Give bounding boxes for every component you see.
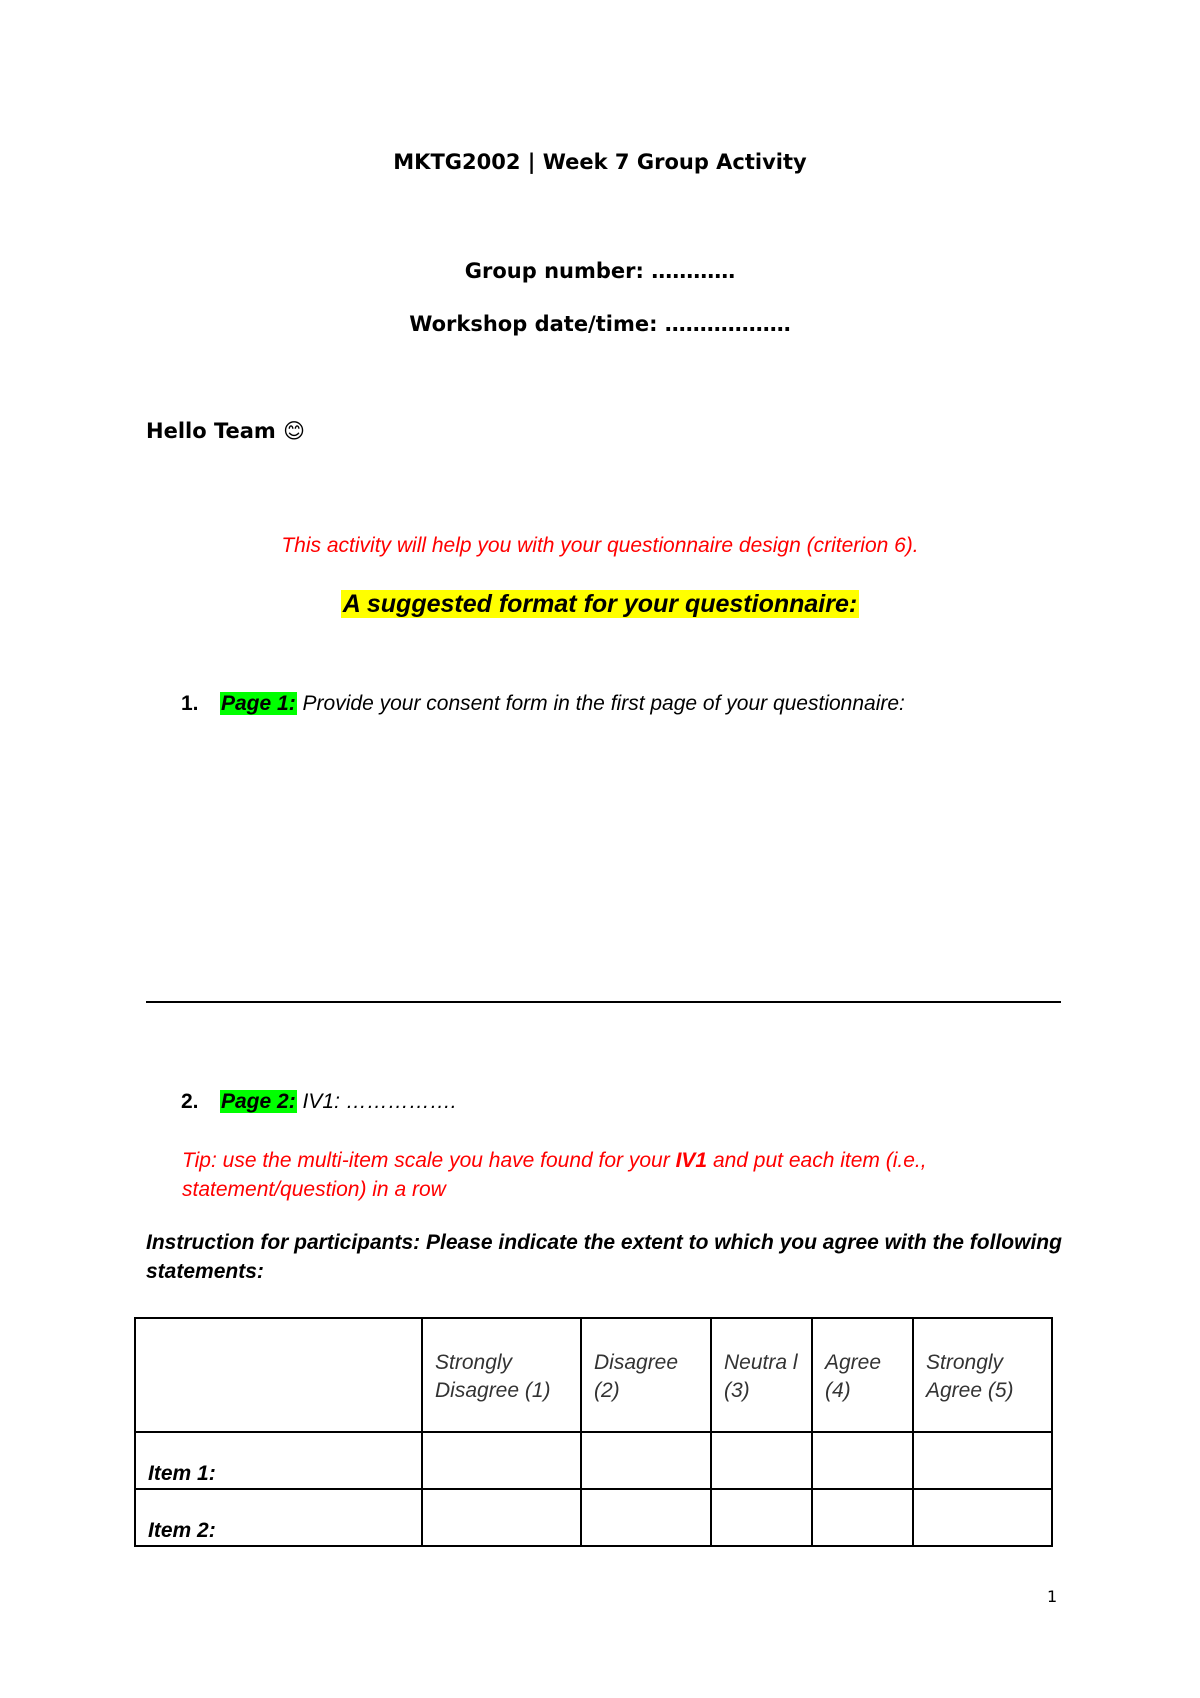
item-label-cell: [135, 1489, 422, 1546]
rating-cell[interactable]: [581, 1489, 711, 1546]
participant-instruction: Instruction for participants: Please indicate the extent to which you agree with the following statements:: [146, 1231, 1062, 1283]
list-item-page1: [182, 692, 905, 716]
rating-cell[interactable]: [913, 1489, 1052, 1546]
table-row: [135, 1489, 1052, 1546]
intro-text: This activity will help you with your questionnaire design (criterion 6).: [281, 534, 919, 557]
tip-text: [182, 1146, 1062, 1204]
table-header-row: [135, 1318, 1052, 1432]
greeting-text: Hello Team: [146, 419, 276, 443]
tip-after: and put each item (i.e., statement/question) in a row: [182, 1149, 927, 1201]
page-label: Page 1:: [221, 692, 296, 715]
tip-highlight: IV1: [675, 1149, 708, 1172]
likert-scale-table: [134, 1317, 1053, 1547]
rating-cell[interactable]: [422, 1489, 581, 1546]
list-item-text: Provide your consent form in the first page of your questionnaire:: [302, 692, 905, 715]
page-label: Page 2:: [221, 1090, 296, 1113]
list-item-page2: [182, 1090, 457, 1114]
rating-cell[interactable]: [711, 1432, 812, 1489]
table-header-cell: Strongly Disagree (1): [422, 1318, 581, 1432]
greeting: [146, 419, 305, 443]
divider: [146, 1001, 1061, 1003]
rating-cell[interactable]: [812, 1489, 913, 1546]
document-title: MKTG2002 | Week 7 Group Activity: [393, 150, 807, 174]
rating-cell[interactable]: [711, 1489, 812, 1546]
table-header-cell: Agree (4): [812, 1318, 913, 1432]
table-header-cell: Disagree (2): [581, 1318, 711, 1432]
rating-cell[interactable]: [812, 1432, 913, 1489]
tip-before: Tip: use the multi-item scale you have found for your: [182, 1149, 670, 1172]
group-number-line: Group number: …………: [464, 259, 736, 283]
list-number: 1.: [181, 692, 199, 715]
rating-cell[interactable]: [913, 1432, 1052, 1489]
rating-cell[interactable]: [422, 1432, 581, 1489]
page-number: 1: [1047, 1587, 1058, 1606]
item-label: Item 2:: [148, 1519, 216, 1542]
suggested-format-heading: [0, 590, 1200, 619]
table-header-cell: Strongly Agree (5): [913, 1318, 1052, 1432]
item-label: Item 1:: [148, 1462, 216, 1485]
rating-cell[interactable]: [581, 1432, 711, 1489]
table-header-cell: Neutra l (3): [711, 1318, 812, 1432]
suggested-format-text: A suggested format for your questionnaire:: [342, 590, 858, 618]
item-label-cell: [135, 1432, 422, 1489]
workshop-datetime-line: Workshop date/time: ………………: [409, 312, 791, 336]
list-item-text: IV1: …………….: [302, 1090, 457, 1113]
smile-emoji-icon: 😊: [283, 419, 306, 443]
table-row: [135, 1432, 1052, 1489]
list-number: 2.: [181, 1090, 199, 1113]
table-header-cell: [135, 1318, 422, 1432]
